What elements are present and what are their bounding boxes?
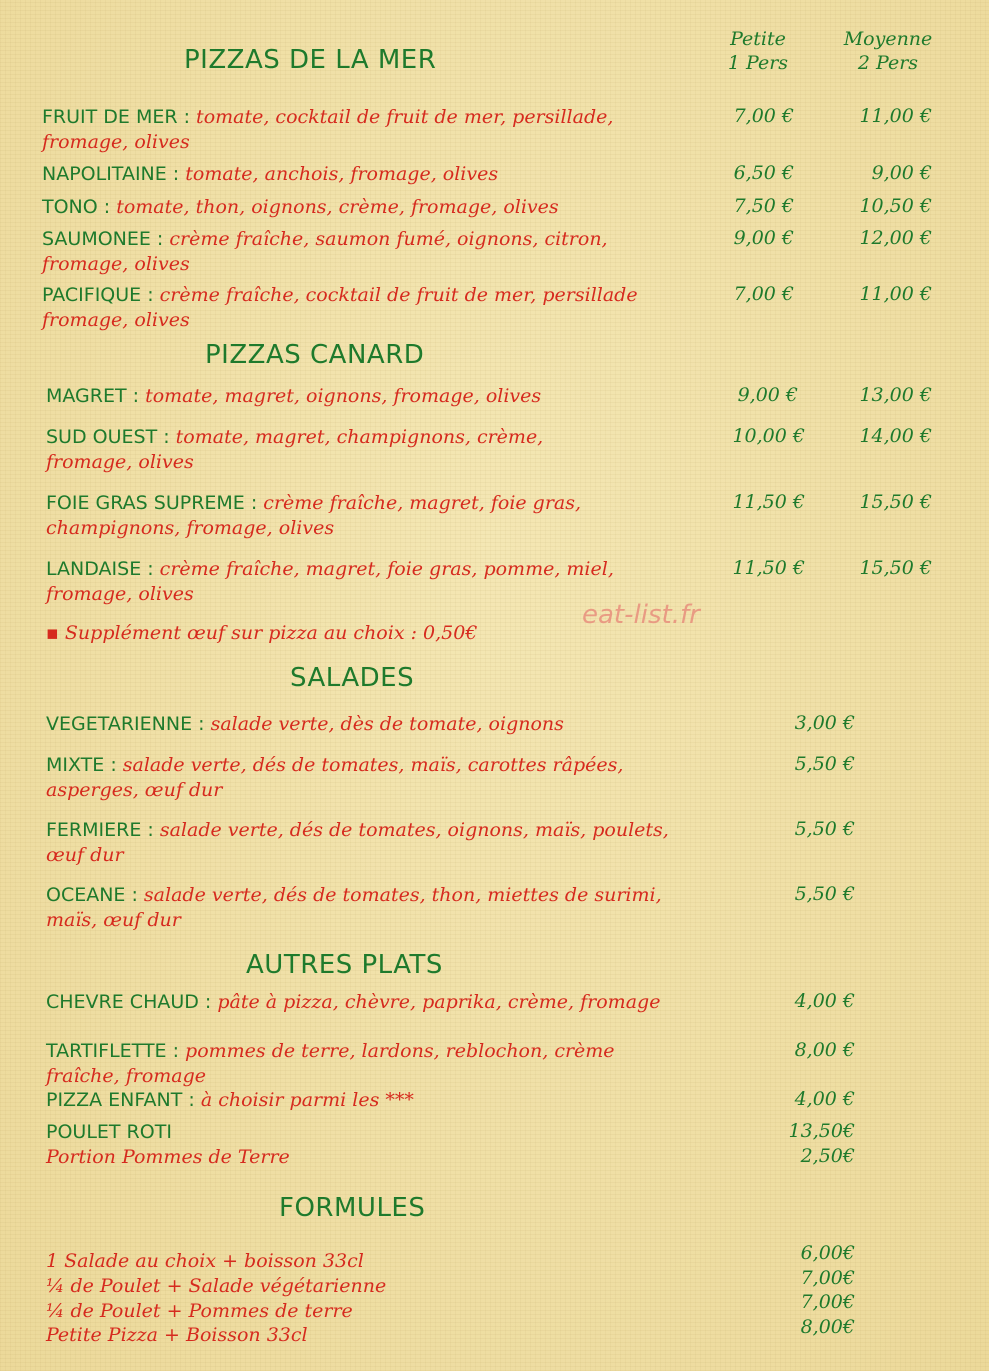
column-header-moyenne: Moyenne 2 Pers	[843, 28, 933, 74]
price: 2,50€	[800, 1145, 855, 1167]
menu-item: PACIFIQUE : crème fraîche, cocktail de fruit de mer, persillade fromage, olives	[42, 284, 638, 331]
menu-item: FOIE GRAS SUPREME : crème fraîche, magret, foie gras, champignons, fromage, olives	[46, 492, 582, 539]
supplement-note: ▪ Supplément œuf sur pizza au choix : 0,50€	[46, 622, 478, 644]
menu-item: TONO : tomate, thon, oignons, crème, fromage, olives	[42, 196, 559, 218]
section-title-pizzas-mer: PIZZAS DE LA MER	[184, 45, 437, 75]
price: 13,50€	[788, 1120, 855, 1142]
price-moyenne: 15,50 €	[859, 557, 932, 579]
formule-price: 8,00€	[800, 1316, 855, 1338]
price: 8,00 €	[794, 1039, 855, 1061]
price-moyenne: 11,00 €	[859, 283, 932, 305]
price: 3,00 €	[794, 712, 855, 734]
price-petite: 7,00 €	[733, 105, 794, 127]
price-petite: 9,00 €	[737, 384, 798, 406]
menu-item: NAPOLITAINE : tomate, anchois, fromage, olives	[42, 163, 499, 185]
price-petite: 9,00 €	[733, 227, 794, 249]
menu-item: OCEANE : salade verte, dés de tomates, thon, miettes de surimi, maïs, œuf dur	[46, 884, 662, 931]
section-title-formules: FORMULES	[279, 1193, 426, 1223]
price-moyenne: 11,00 €	[859, 105, 932, 127]
section-title-salades: SALADES	[290, 663, 415, 693]
menu-item: MIXTE : salade verte, dés de tomates, maïs, carottes râpées, asperges, œuf dur	[46, 754, 624, 801]
menu-item: POULET ROTI	[46, 1121, 172, 1143]
formule-price: 7,00€	[800, 1291, 855, 1313]
formule-label: Petite Pizza + Boisson 33cl	[46, 1324, 308, 1346]
price: 5,50 €	[794, 818, 855, 840]
menu-item: VEGETARIENNE : salade verte, dès de tomate, oignons	[46, 713, 564, 735]
price-moyenne: 12,00 €	[859, 227, 932, 249]
price-petite: 11,50 €	[732, 491, 805, 513]
formule-label: ¼ de Poulet + Salade végétarienne	[46, 1275, 387, 1297]
price: 4,00 €	[794, 990, 855, 1012]
formule-price: 7,00€	[800, 1267, 855, 1289]
price-petite: 10,00 €	[732, 425, 805, 447]
menu-item: SUD OUEST : tomate, magret, champignons, crème, fromage, olives	[46, 426, 544, 473]
section-title-autres-plats: AUTRES PLATS	[246, 950, 443, 980]
menu-item: Portion Pommes de Terre	[46, 1146, 290, 1168]
price-petite: 7,50 €	[733, 195, 794, 217]
formule-price: 6,00€	[800, 1242, 855, 1264]
price-moyenne: 9,00 €	[871, 162, 932, 184]
menu-item: LANDAISE : crème fraîche, magret, foie gras, pomme, miel, fromage, olives	[46, 558, 614, 605]
menu-item: SAUMONEE : crème fraîche, saumon fumé, oignons, citron, fromage, olives	[42, 228, 608, 275]
section-title-pizzas-canard: PIZZAS CANARD	[205, 340, 425, 370]
formule-label: 1 Salade au choix + boisson 33cl	[46, 1250, 364, 1272]
menu-item: CHEVRE CHAUD : pâte à pizza, chèvre, paprika, crème, fromage	[46, 991, 661, 1013]
menu-item: TARTIFLETTE : pommes de terre, lardons, reblochon, crème fraîche, fromage	[46, 1040, 615, 1087]
price-petite: 11,50 €	[732, 557, 805, 579]
price: 5,50 €	[794, 883, 855, 905]
column-header-petite: Petite 1 Pers	[727, 28, 789, 74]
menu-item: FRUIT DE MER : tomate, cocktail de fruit de mer, persillade, fromage, olives	[42, 106, 614, 153]
watermark: eat-list.fr	[582, 600, 700, 630]
menu-item: FERMIERE : salade verte, dés de tomates, oignons, maïs, poulets, œuf dur	[46, 819, 669, 866]
price-moyenne: 14,00 €	[859, 425, 932, 447]
price: 5,50 €	[794, 753, 855, 775]
price: 4,00 €	[794, 1088, 855, 1110]
price-petite: 6,50 €	[733, 162, 794, 184]
menu-item: MAGRET : tomate, magret, oignons, fromage, olives	[46, 385, 542, 407]
price-moyenne: 15,50 €	[859, 491, 932, 513]
menu-item: PIZZA ENFANT : à choisir parmi les ***	[46, 1089, 414, 1111]
price-petite: 7,00 €	[733, 283, 794, 305]
price-moyenne: 10,50 €	[859, 195, 932, 217]
price-moyenne: 13,00 €	[859, 384, 932, 406]
formule-label: ¼ de Poulet + Pommes de terre	[46, 1300, 353, 1322]
